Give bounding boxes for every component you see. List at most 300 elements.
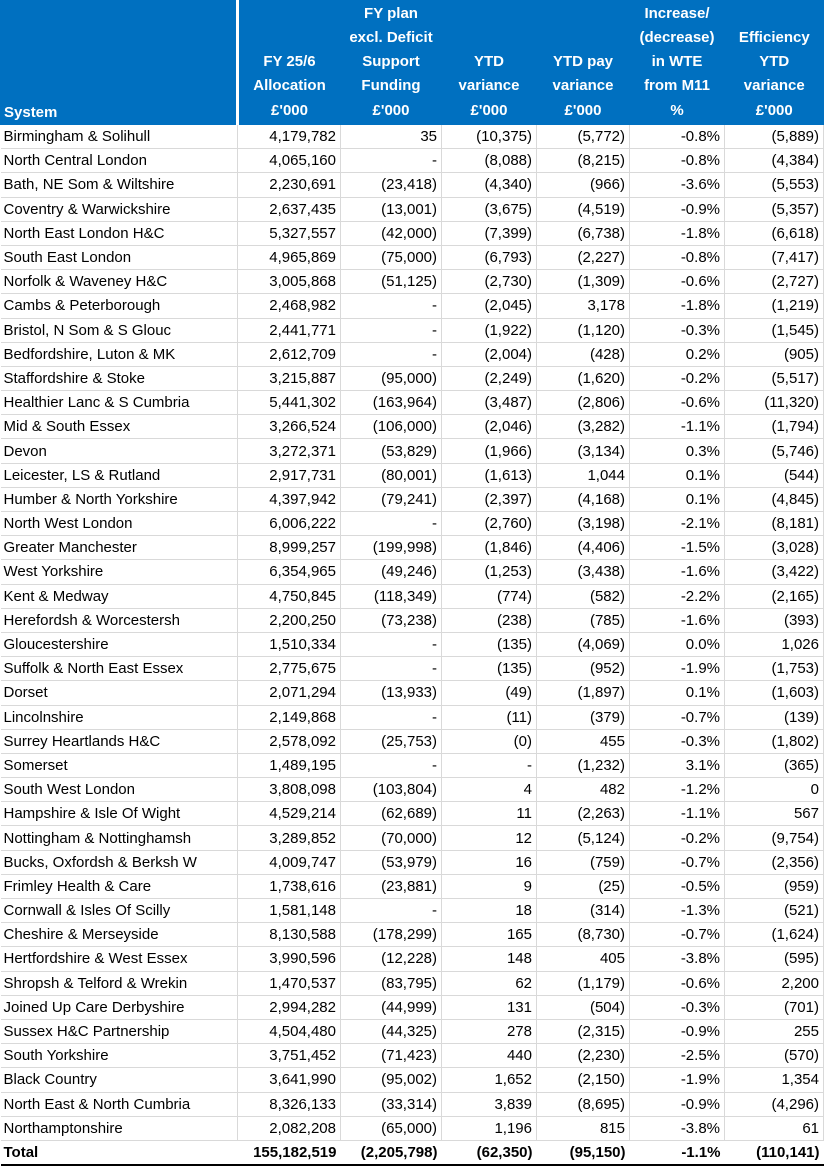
cell-efficiency: (6,618): [725, 221, 824, 245]
cell-system-name: South Yorkshire: [1, 1044, 238, 1068]
total-row: [1, 1140, 824, 1165]
cell-ytd-variance: (238): [442, 608, 537, 632]
cell-system-name: Healthier Lanc & S Cumbria: [1, 391, 238, 415]
table-row: [1, 947, 824, 971]
header-allocation: FY 25/6 Allocation £'000: [238, 0, 341, 125]
cell-system-name: Surrey Heartlands H&C: [1, 729, 238, 753]
cell-efficiency: (595): [725, 947, 824, 971]
cell-plan: 35: [341, 125, 442, 149]
cell-plan: (163,964): [341, 391, 442, 415]
cell-plan: (73,238): [341, 608, 442, 632]
cell-efficiency: (5,357): [725, 197, 824, 221]
cell-system-name: Hampshire & Isle Of Wight: [1, 802, 238, 826]
cell-wte-change: -0.3%: [630, 729, 725, 753]
cell-wte-change: -0.7%: [630, 705, 725, 729]
table-row: [1, 826, 824, 850]
cell-efficiency: (7,417): [725, 245, 824, 269]
cell-ytd-variance: (2,045): [442, 294, 537, 318]
cell-allocation: 1,581,148: [238, 899, 341, 923]
cell-system-name: North West London: [1, 512, 238, 536]
cell-ytd-pay-variance: (3,134): [537, 439, 630, 463]
cell-system-name: Somerset: [1, 753, 238, 777]
cell-plan: (70,000): [341, 826, 442, 850]
table-row: [1, 608, 824, 632]
cell-system-name: North East & North Cumbria: [1, 1092, 238, 1116]
cell-system-name: South East London: [1, 245, 238, 269]
cell-ytd-pay-variance: (5,772): [537, 125, 630, 149]
table-row: [1, 149, 824, 173]
cell-ytd-variance: 11: [442, 802, 537, 826]
cell-wte-change: -0.9%: [630, 197, 725, 221]
cell-system-name: Shropsh & Telford & Wrekin: [1, 971, 238, 995]
table-row: [1, 1019, 824, 1043]
cell-system-name: Kent & Medway: [1, 584, 238, 608]
header-row: [1, 0, 824, 125]
header-wte-change: Increase/ (decrease) in WTE from M11 %: [630, 0, 725, 125]
cell-wte-change: -0.2%: [630, 366, 725, 390]
table-row: [1, 197, 824, 221]
cell-efficiency: (1,624): [725, 923, 824, 947]
cell-allocation: 3,272,371: [238, 439, 341, 463]
cell-system-name: Birmingham & Solihull: [1, 125, 238, 149]
table-row: [1, 971, 824, 995]
cell-ytd-variance: (6,793): [442, 245, 537, 269]
cell-wte-change: -0.7%: [630, 923, 725, 947]
cell-ytd-pay-variance: (4,168): [537, 487, 630, 511]
table-row: [1, 463, 824, 487]
cell-system-name: Cheshire & Merseyside: [1, 923, 238, 947]
cell-ytd-variance: (2,397): [442, 487, 537, 511]
cell-system-name: West Yorkshire: [1, 560, 238, 584]
cell-efficiency: (5,517): [725, 366, 824, 390]
cell-efficiency: (3,422): [725, 560, 824, 584]
cell-ytd-pay-variance: (1,232): [537, 753, 630, 777]
cell-ytd-pay-variance: 405: [537, 947, 630, 971]
cell-plan: -: [341, 753, 442, 777]
cell-ytd-variance: 165: [442, 923, 537, 947]
cell-system-name: North East London H&C: [1, 221, 238, 245]
table-row: [1, 536, 824, 560]
cell-efficiency: 567: [725, 802, 824, 826]
table-row: [1, 221, 824, 245]
cell-wte-change: -0.8%: [630, 125, 725, 149]
cell-allocation: 2,149,868: [238, 705, 341, 729]
cell-ytd-variance: (2,760): [442, 512, 537, 536]
table-row: [1, 560, 824, 584]
total-ytd-variance: (62,350): [442, 1140, 537, 1165]
cell-efficiency: (1,545): [725, 318, 824, 342]
cell-system-name: Cornwall & Isles Of Scilly: [1, 899, 238, 923]
cell-wte-change: -0.9%: [630, 1019, 725, 1043]
table-row: [1, 1068, 824, 1092]
cell-ytd-pay-variance: (379): [537, 705, 630, 729]
cell-efficiency: (2,165): [725, 584, 824, 608]
cell-ytd-pay-variance: (1,179): [537, 971, 630, 995]
cell-ytd-pay-variance: (2,227): [537, 245, 630, 269]
cell-plan: -: [341, 632, 442, 656]
cell-system-name: Suffolk & North East Essex: [1, 657, 238, 681]
cell-wte-change: -0.6%: [630, 270, 725, 294]
cell-wte-change: -0.7%: [630, 850, 725, 874]
cell-ytd-variance: (1,922): [442, 318, 537, 342]
cell-wte-change: -3.8%: [630, 947, 725, 971]
table-row: [1, 681, 824, 705]
cell-plan: (106,000): [341, 415, 442, 439]
cell-efficiency: (2,727): [725, 270, 824, 294]
header-ytd-variance: YTD variance £'000: [442, 0, 537, 125]
table-row: [1, 415, 824, 439]
cell-wte-change: -1.9%: [630, 1068, 725, 1092]
cell-ytd-variance: (1,253): [442, 560, 537, 584]
cell-efficiency: (521): [725, 899, 824, 923]
cell-wte-change: 3.1%: [630, 753, 725, 777]
cell-efficiency: (139): [725, 705, 824, 729]
cell-wte-change: -2.2%: [630, 584, 725, 608]
cell-ytd-variance: 278: [442, 1019, 537, 1043]
cell-ytd-pay-variance: (3,282): [537, 415, 630, 439]
cell-ytd-pay-variance: (3,438): [537, 560, 630, 584]
cell-system-name: Norfolk & Waveney H&C: [1, 270, 238, 294]
table-row: [1, 729, 824, 753]
cell-ytd-variance: 16: [442, 850, 537, 874]
cell-allocation: 5,441,302: [238, 391, 341, 415]
cell-system-name: Bedfordshire, Luton & MK: [1, 342, 238, 366]
cell-wte-change: -2.5%: [630, 1044, 725, 1068]
cell-efficiency: 61: [725, 1116, 824, 1140]
cell-efficiency: (393): [725, 608, 824, 632]
cell-ytd-variance: (3,487): [442, 391, 537, 415]
cell-ytd-pay-variance: (582): [537, 584, 630, 608]
cell-ytd-pay-variance: (4,406): [537, 536, 630, 560]
cell-ytd-variance: (3,675): [442, 197, 537, 221]
cell-allocation: 3,005,868: [238, 270, 341, 294]
cell-allocation: 8,130,588: [238, 923, 341, 947]
cell-allocation: 1,738,616: [238, 874, 341, 898]
table-row: [1, 995, 824, 1019]
cell-wte-change: -1.9%: [630, 657, 725, 681]
cell-wte-change: -0.8%: [630, 149, 725, 173]
table-row: [1, 923, 824, 947]
cell-allocation: 2,441,771: [238, 318, 341, 342]
cell-system-name: Greater Manchester: [1, 536, 238, 560]
cell-ytd-pay-variance: (966): [537, 173, 630, 197]
cell-allocation: 2,775,675: [238, 657, 341, 681]
cell-allocation: 2,200,250: [238, 608, 341, 632]
cell-ytd-variance: (2,730): [442, 270, 537, 294]
cell-ytd-pay-variance: 455: [537, 729, 630, 753]
total-efficiency: (110,141): [725, 1140, 824, 1165]
cell-efficiency: (8,181): [725, 512, 824, 536]
cell-ytd-pay-variance: (2,263): [537, 802, 630, 826]
cell-ytd-pay-variance: (759): [537, 850, 630, 874]
cell-allocation: 2,578,092: [238, 729, 341, 753]
cell-system-name: Bucks, Oxfordsh & Berksh W: [1, 850, 238, 874]
cell-ytd-variance: (2,046): [442, 415, 537, 439]
cell-wte-change: -0.3%: [630, 995, 725, 1019]
cell-allocation: 4,009,747: [238, 850, 341, 874]
cell-ytd-variance: (10,375): [442, 125, 537, 149]
cell-ytd-pay-variance: (8,215): [537, 149, 630, 173]
cell-ytd-variance: (1,966): [442, 439, 537, 463]
table-row: [1, 899, 824, 923]
cell-system-name: Staffordshire & Stoke: [1, 366, 238, 390]
cell-allocation: 2,917,731: [238, 463, 341, 487]
cell-ytd-pay-variance: (785): [537, 608, 630, 632]
cell-plan: (13,933): [341, 681, 442, 705]
table-row: [1, 753, 824, 777]
cell-plan: (53,829): [341, 439, 442, 463]
cell-ytd-variance: (2,004): [442, 342, 537, 366]
cell-plan: -: [341, 512, 442, 536]
cell-ytd-pay-variance: (4,519): [537, 197, 630, 221]
cell-efficiency: 1,354: [725, 1068, 824, 1092]
cell-ytd-variance: (135): [442, 632, 537, 656]
cell-allocation: 2,082,208: [238, 1116, 341, 1140]
table-row: [1, 245, 824, 269]
cell-ytd-pay-variance: (3,198): [537, 512, 630, 536]
cell-ytd-pay-variance: (5,124): [537, 826, 630, 850]
cell-ytd-pay-variance: 1,044: [537, 463, 630, 487]
cell-efficiency: (544): [725, 463, 824, 487]
cell-plan: -: [341, 705, 442, 729]
cell-ytd-pay-variance: (504): [537, 995, 630, 1019]
cell-allocation: 4,529,214: [238, 802, 341, 826]
cell-ytd-variance: (774): [442, 584, 537, 608]
cell-plan: -: [341, 149, 442, 173]
cell-ytd-variance: (135): [442, 657, 537, 681]
cell-efficiency: (4,845): [725, 487, 824, 511]
cell-allocation: 3,289,852: [238, 826, 341, 850]
table-row: [1, 125, 824, 149]
cell-ytd-variance: 148: [442, 947, 537, 971]
cell-plan: (51,125): [341, 270, 442, 294]
cell-ytd-pay-variance: (25): [537, 874, 630, 898]
cell-ytd-pay-variance: (2,806): [537, 391, 630, 415]
cell-wte-change: -3.6%: [630, 173, 725, 197]
cell-efficiency: (9,754): [725, 826, 824, 850]
cell-wte-change: -2.1%: [630, 512, 725, 536]
cell-wte-change: 0.1%: [630, 487, 725, 511]
cell-ytd-pay-variance: (952): [537, 657, 630, 681]
cell-allocation: 3,215,887: [238, 366, 341, 390]
cell-system-name: Leicester, LS & Rutland: [1, 463, 238, 487]
cell-wte-change: 0.3%: [630, 439, 725, 463]
table-row: [1, 391, 824, 415]
cell-system-name: Lincolnshire: [1, 705, 238, 729]
cell-allocation: 2,612,709: [238, 342, 341, 366]
cell-wte-change: -1.6%: [630, 560, 725, 584]
table-row: [1, 270, 824, 294]
cell-ytd-variance: (8,088): [442, 149, 537, 173]
cell-ytd-variance: 1,652: [442, 1068, 537, 1092]
cell-efficiency: (4,384): [725, 149, 824, 173]
cell-efficiency: (4,296): [725, 1092, 824, 1116]
cell-ytd-pay-variance: (1,120): [537, 318, 630, 342]
cell-plan: (12,228): [341, 947, 442, 971]
cell-efficiency: (11,320): [725, 391, 824, 415]
cell-system-name: Dorset: [1, 681, 238, 705]
cell-ytd-pay-variance: (1,309): [537, 270, 630, 294]
total-wte-change: -1.1%: [630, 1140, 725, 1165]
cell-plan: (199,998): [341, 536, 442, 560]
table-row: [1, 874, 824, 898]
cell-ytd-pay-variance: (2,230): [537, 1044, 630, 1068]
cell-wte-change: 0.0%: [630, 632, 725, 656]
cell-ytd-variance: (2,249): [442, 366, 537, 390]
cell-wte-change: -1.2%: [630, 778, 725, 802]
cell-ytd-pay-variance: 482: [537, 778, 630, 802]
cell-wte-change: 0.2%: [630, 342, 725, 366]
cell-efficiency: (5,889): [725, 125, 824, 149]
cell-allocation: 2,071,294: [238, 681, 341, 705]
cell-efficiency: (2,356): [725, 850, 824, 874]
cell-efficiency: 1,026: [725, 632, 824, 656]
cell-allocation: 3,990,596: [238, 947, 341, 971]
cell-allocation: 4,179,782: [238, 125, 341, 149]
cell-plan: (23,881): [341, 874, 442, 898]
cell-plan: (95,002): [341, 1068, 442, 1092]
cell-efficiency: 2,200: [725, 971, 824, 995]
cell-efficiency: (3,028): [725, 536, 824, 560]
cell-wte-change: -0.3%: [630, 318, 725, 342]
cell-efficiency: (1,802): [725, 729, 824, 753]
cell-wte-change: -1.1%: [630, 415, 725, 439]
cell-plan: -: [341, 342, 442, 366]
cell-allocation: 4,504,480: [238, 1019, 341, 1043]
cell-wte-change: -1.5%: [630, 536, 725, 560]
cell-system-name: Frimley Health & Care: [1, 874, 238, 898]
table-row: [1, 1116, 824, 1140]
cell-efficiency: (959): [725, 874, 824, 898]
cell-wte-change: -0.2%: [630, 826, 725, 850]
cell-plan: (80,001): [341, 463, 442, 487]
cell-allocation: 3,808,098: [238, 778, 341, 802]
cell-ytd-variance: (4,340): [442, 173, 537, 197]
cell-ytd-pay-variance: (4,069): [537, 632, 630, 656]
table-row: [1, 705, 824, 729]
cell-wte-change: -1.3%: [630, 899, 725, 923]
cell-wte-change: -1.8%: [630, 294, 725, 318]
cell-system-name: Black Country: [1, 1068, 238, 1092]
cell-allocation: 4,397,942: [238, 487, 341, 511]
cell-allocation: 3,266,524: [238, 415, 341, 439]
cell-plan: (44,999): [341, 995, 442, 1019]
cell-system-name: Mid & South Essex: [1, 415, 238, 439]
cell-ytd-pay-variance: (1,620): [537, 366, 630, 390]
cell-ytd-variance: 4: [442, 778, 537, 802]
cell-efficiency: (365): [725, 753, 824, 777]
cell-efficiency: (1,794): [725, 415, 824, 439]
cell-allocation: 1,489,195: [238, 753, 341, 777]
cell-ytd-variance: 18: [442, 899, 537, 923]
cell-ytd-pay-variance: (314): [537, 899, 630, 923]
cell-plan: (23,418): [341, 173, 442, 197]
cell-plan: (25,753): [341, 729, 442, 753]
cell-plan: (49,246): [341, 560, 442, 584]
header-efficiency: Efficiency YTD variance £'000: [725, 0, 824, 125]
table-row: [1, 584, 824, 608]
cell-plan: (13,001): [341, 197, 442, 221]
cell-plan: (71,423): [341, 1044, 442, 1068]
table-row: [1, 1044, 824, 1068]
table-row: [1, 173, 824, 197]
cell-allocation: 4,965,869: [238, 245, 341, 269]
table-row: [1, 632, 824, 656]
cell-ytd-variance: 3,839: [442, 1092, 537, 1116]
cell-plan: (53,979): [341, 850, 442, 874]
table-row: [1, 342, 824, 366]
cell-system-name: Joined Up Care Derbyshire: [1, 995, 238, 1019]
cell-allocation: 3,641,990: [238, 1068, 341, 1092]
cell-wte-change: -0.6%: [630, 971, 725, 995]
cell-wte-change: -0.6%: [630, 391, 725, 415]
cell-allocation: 6,354,965: [238, 560, 341, 584]
cell-wte-change: -0.8%: [630, 245, 725, 269]
cell-plan: (33,314): [341, 1092, 442, 1116]
cell-efficiency: 0: [725, 778, 824, 802]
table-row: [1, 850, 824, 874]
cell-ytd-pay-variance: (8,695): [537, 1092, 630, 1116]
table-body: [1, 125, 824, 1140]
cell-ytd-pay-variance: (428): [537, 342, 630, 366]
cell-system-name: Nottingham & Nottinghamsh: [1, 826, 238, 850]
cell-allocation: 1,470,537: [238, 971, 341, 995]
cell-allocation: 4,750,845: [238, 584, 341, 608]
cell-plan: (79,241): [341, 487, 442, 511]
cell-wte-change: -0.9%: [630, 1092, 725, 1116]
cell-plan: (95,000): [341, 366, 442, 390]
cell-wte-change: -3.8%: [630, 1116, 725, 1140]
cell-system-name: Northamptonshire: [1, 1116, 238, 1140]
cell-efficiency: 255: [725, 1019, 824, 1043]
cell-system-name: Hertfordshire & West Essex: [1, 947, 238, 971]
cell-efficiency: (1,219): [725, 294, 824, 318]
cell-ytd-variance: 1,196: [442, 1116, 537, 1140]
cell-ytd-variance: 62: [442, 971, 537, 995]
cell-plan: (103,804): [341, 778, 442, 802]
cell-plan: -: [341, 294, 442, 318]
cell-plan: (178,299): [341, 923, 442, 947]
cell-ytd-pay-variance: (6,738): [537, 221, 630, 245]
cell-allocation: 6,006,222: [238, 512, 341, 536]
cell-ytd-variance: 440: [442, 1044, 537, 1068]
table-row: [1, 657, 824, 681]
cell-system-name: Herefordsh & Worcestersh: [1, 608, 238, 632]
table-row: [1, 294, 824, 318]
header-ytd-pay-variance: YTD pay variance £'000: [537, 0, 630, 125]
cell-allocation: 1,510,334: [238, 632, 341, 656]
cell-plan: (118,349): [341, 584, 442, 608]
cell-allocation: 5,327,557: [238, 221, 341, 245]
cell-ytd-pay-variance: 3,178: [537, 294, 630, 318]
table-row: [1, 366, 824, 390]
table-row: [1, 802, 824, 826]
cell-system-name: Gloucestershire: [1, 632, 238, 656]
cell-system-name: Bristol, N Som & S Glouc: [1, 318, 238, 342]
cell-plan: (44,325): [341, 1019, 442, 1043]
cell-ytd-variance: (49): [442, 681, 537, 705]
cell-ytd-variance: 131: [442, 995, 537, 1019]
table-row: [1, 318, 824, 342]
cell-wte-change: -1.6%: [630, 608, 725, 632]
cell-allocation: 2,637,435: [238, 197, 341, 221]
cell-ytd-variance: (11): [442, 705, 537, 729]
cell-efficiency: (701): [725, 995, 824, 1019]
cell-efficiency: (5,746): [725, 439, 824, 463]
cell-plan: (62,689): [341, 802, 442, 826]
cell-allocation: 2,994,282: [238, 995, 341, 1019]
table-row: [1, 487, 824, 511]
